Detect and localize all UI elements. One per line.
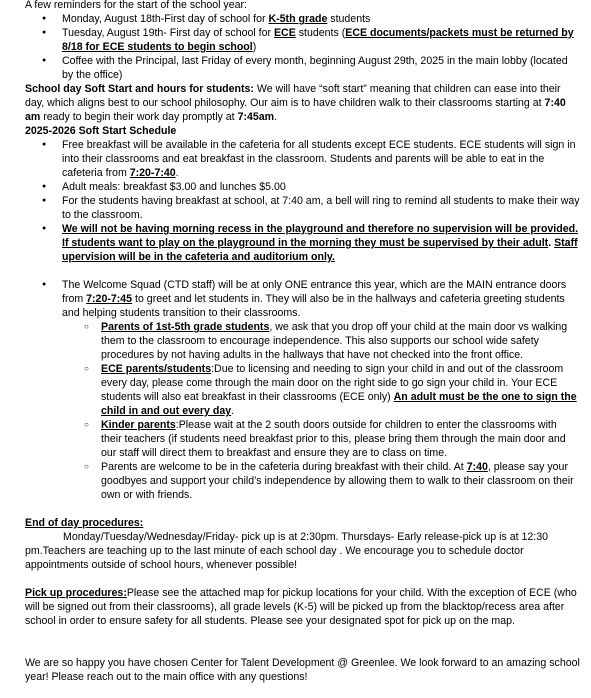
end-of-day-heading: End of day procedures: — [25, 517, 144, 529]
reminder-text: Tuesday, August 19th- First day of school for — [62, 27, 274, 39]
reminder-text: Monday, August 18th-First day of school for — [62, 13, 269, 25]
list-item — [25, 26, 580, 54]
list-item — [25, 138, 580, 180]
welcome-time: 7:20-7:45 — [86, 293, 133, 305]
list-item — [25, 278, 580, 320]
breakfast-time: 7:20-7:40 — [129, 167, 176, 179]
soft-start-text: . — [274, 111, 278, 123]
sub-emphasis: 7:40 — [466, 461, 488, 473]
item-text: . — [548, 237, 555, 249]
reminders-list — [25, 12, 580, 82]
pickup-text: Please see the attached map for pickup locations for your child. With the exception of ECE (who will be signed out from their classrooms), all grade levels (K-5) will be picked up from the blacktop/recess area after school in order to ensure safety for all students. Please see your designated spot for pick up on the map. — [25, 587, 577, 627]
sub-text: . — [231, 405, 235, 417]
schedule-list — [25, 138, 580, 264]
work-day-time: 7:45am — [237, 111, 275, 123]
pickup-paragraph — [25, 586, 580, 628]
list-item — [25, 320, 580, 362]
list-item — [25, 180, 580, 194]
sub-text: , we ask that you drop off your child at the main door vs walking them to the classroom to encourage independence. This also supports our school wide safety procedures by not having adults in the hallways that have not checked into the front office. — [101, 321, 568, 361]
reminder-text: ) — [252, 41, 257, 53]
reminder-text: students ( — [295, 27, 346, 39]
soft-start-paragraph — [25, 82, 580, 124]
item-text: The Welcome Squad (CTD staff) will be at only ONE entrance this year, which are the MAIN entrance doors from — [62, 279, 567, 305]
closing-text: We are so happy you have chosen Center for Talent Development @ Greenlee. We look forward to an amazing school year! Please reach out to the main office with any questions! — [25, 657, 580, 683]
item-text: We will not be having morning recess in the playground and therefore no supervision will be provided. If students want to play on the playground in the morning they must be supervised by their adult — [62, 223, 579, 249]
list-item — [25, 12, 580, 26]
item-text: For the students having breakfast at school, at 7:40 am, a bell will ring to remind all students to make their way to the classroom. — [62, 195, 580, 221]
sub-emphasis: An adult must be the one to sign the child in and out every day — [101, 391, 577, 417]
item-text: Staff upervision will be in the cafeteria and auditorium only. — [62, 237, 578, 263]
list-item — [25, 54, 580, 82]
soft-start-heading: School day Soft Start and hours for students: — [25, 83, 254, 95]
sub-heading: ECE parents/students — [101, 363, 212, 375]
welcome-list — [25, 278, 580, 320]
sub-text: :Please wait at the 2 south doors outside for children to enter the classrooms with their teachers (if students need breakfast prior to this, please bring them through the main door and our staff will direct them to breakfast and ensure they are to class on time. — [101, 419, 566, 459]
sub-text: Parents are welcome to be in the cafeteria during breakfast with their child. At — [101, 461, 467, 473]
sub-text: , please say your goodbyes and support your child’s independence by allowing them to walk to their classroom on their own or with friends. — [101, 461, 574, 501]
intro-text: A few reminders for the start of the school year: — [25, 0, 247, 11]
soft-start-text: We will have “soft start” meaning that children can ease into their day, which aligns best to our school philosophy. Our aim is to have children walk to their classrooms starting at — [25, 83, 561, 109]
soft-start-text: ready to begin their work day promptly at — [40, 111, 238, 123]
list-item — [25, 222, 580, 264]
item-text: . — [175, 167, 179, 179]
item-text: Free breakfast will be available in the cafeteria for all students except ECE students. ECE students will sign in into their classrooms and eat breakfast in the classroom. Students and parents will be able to eat in the cafeteria from — [62, 139, 576, 179]
reminder-text: students — [327, 13, 371, 25]
sub-heading: Kinder parents — [101, 419, 176, 431]
list-item — [25, 194, 580, 222]
start-time: 7:40 am — [25, 97, 566, 123]
item-text: to greet and let students in. They will also be in the hallways and cafeteria greeting students and helping students transition to their classrooms. — [62, 293, 565, 319]
sub-text: :Due to licensing and needing to sign your child in and out of the classroom every day, please come through the main door on the right side to go sign your child in. Your ECE students will also eat breakfast in their classrooms (ECE only) — [101, 363, 564, 403]
reminder-text: Coffee with the Principal, last Friday of every month, beginning August 29th, 2025 in the main lobby (located by the office) — [62, 55, 568, 81]
reminder-emphasis: ECE documents/packets must be returned by 8/18 for ECE students to begin school — [62, 27, 574, 53]
end-of-day-text: Monday/Tuesday/Wednesday/Friday- pick up is at 2:30pm. Thursdays- Early release-pick up is at 12:30 pm.Teachers are teaching up to the last minute of each school day . We encourage you to schedule doctor appointments outside of school hours, whenever possible! — [25, 531, 548, 571]
schedule-heading: 2025-2026 Soft Start Schedule — [25, 125, 177, 137]
list-item — [25, 362, 580, 418]
document-page — [25, 0, 580, 684]
list-item — [25, 418, 580, 460]
pickup-heading: Pick up procedures: — [25, 587, 127, 599]
reminder-emphasis: ECE — [273, 27, 296, 39]
sub-list — [25, 320, 580, 502]
sub-heading: Parents of 1st-5th grade students — [101, 321, 270, 333]
reminder-emphasis: K-5th grade — [268, 13, 328, 25]
list-item — [25, 460, 580, 502]
item-text: Adult meals: breakfast $3.00 and lunches $5.00 — [62, 181, 286, 193]
